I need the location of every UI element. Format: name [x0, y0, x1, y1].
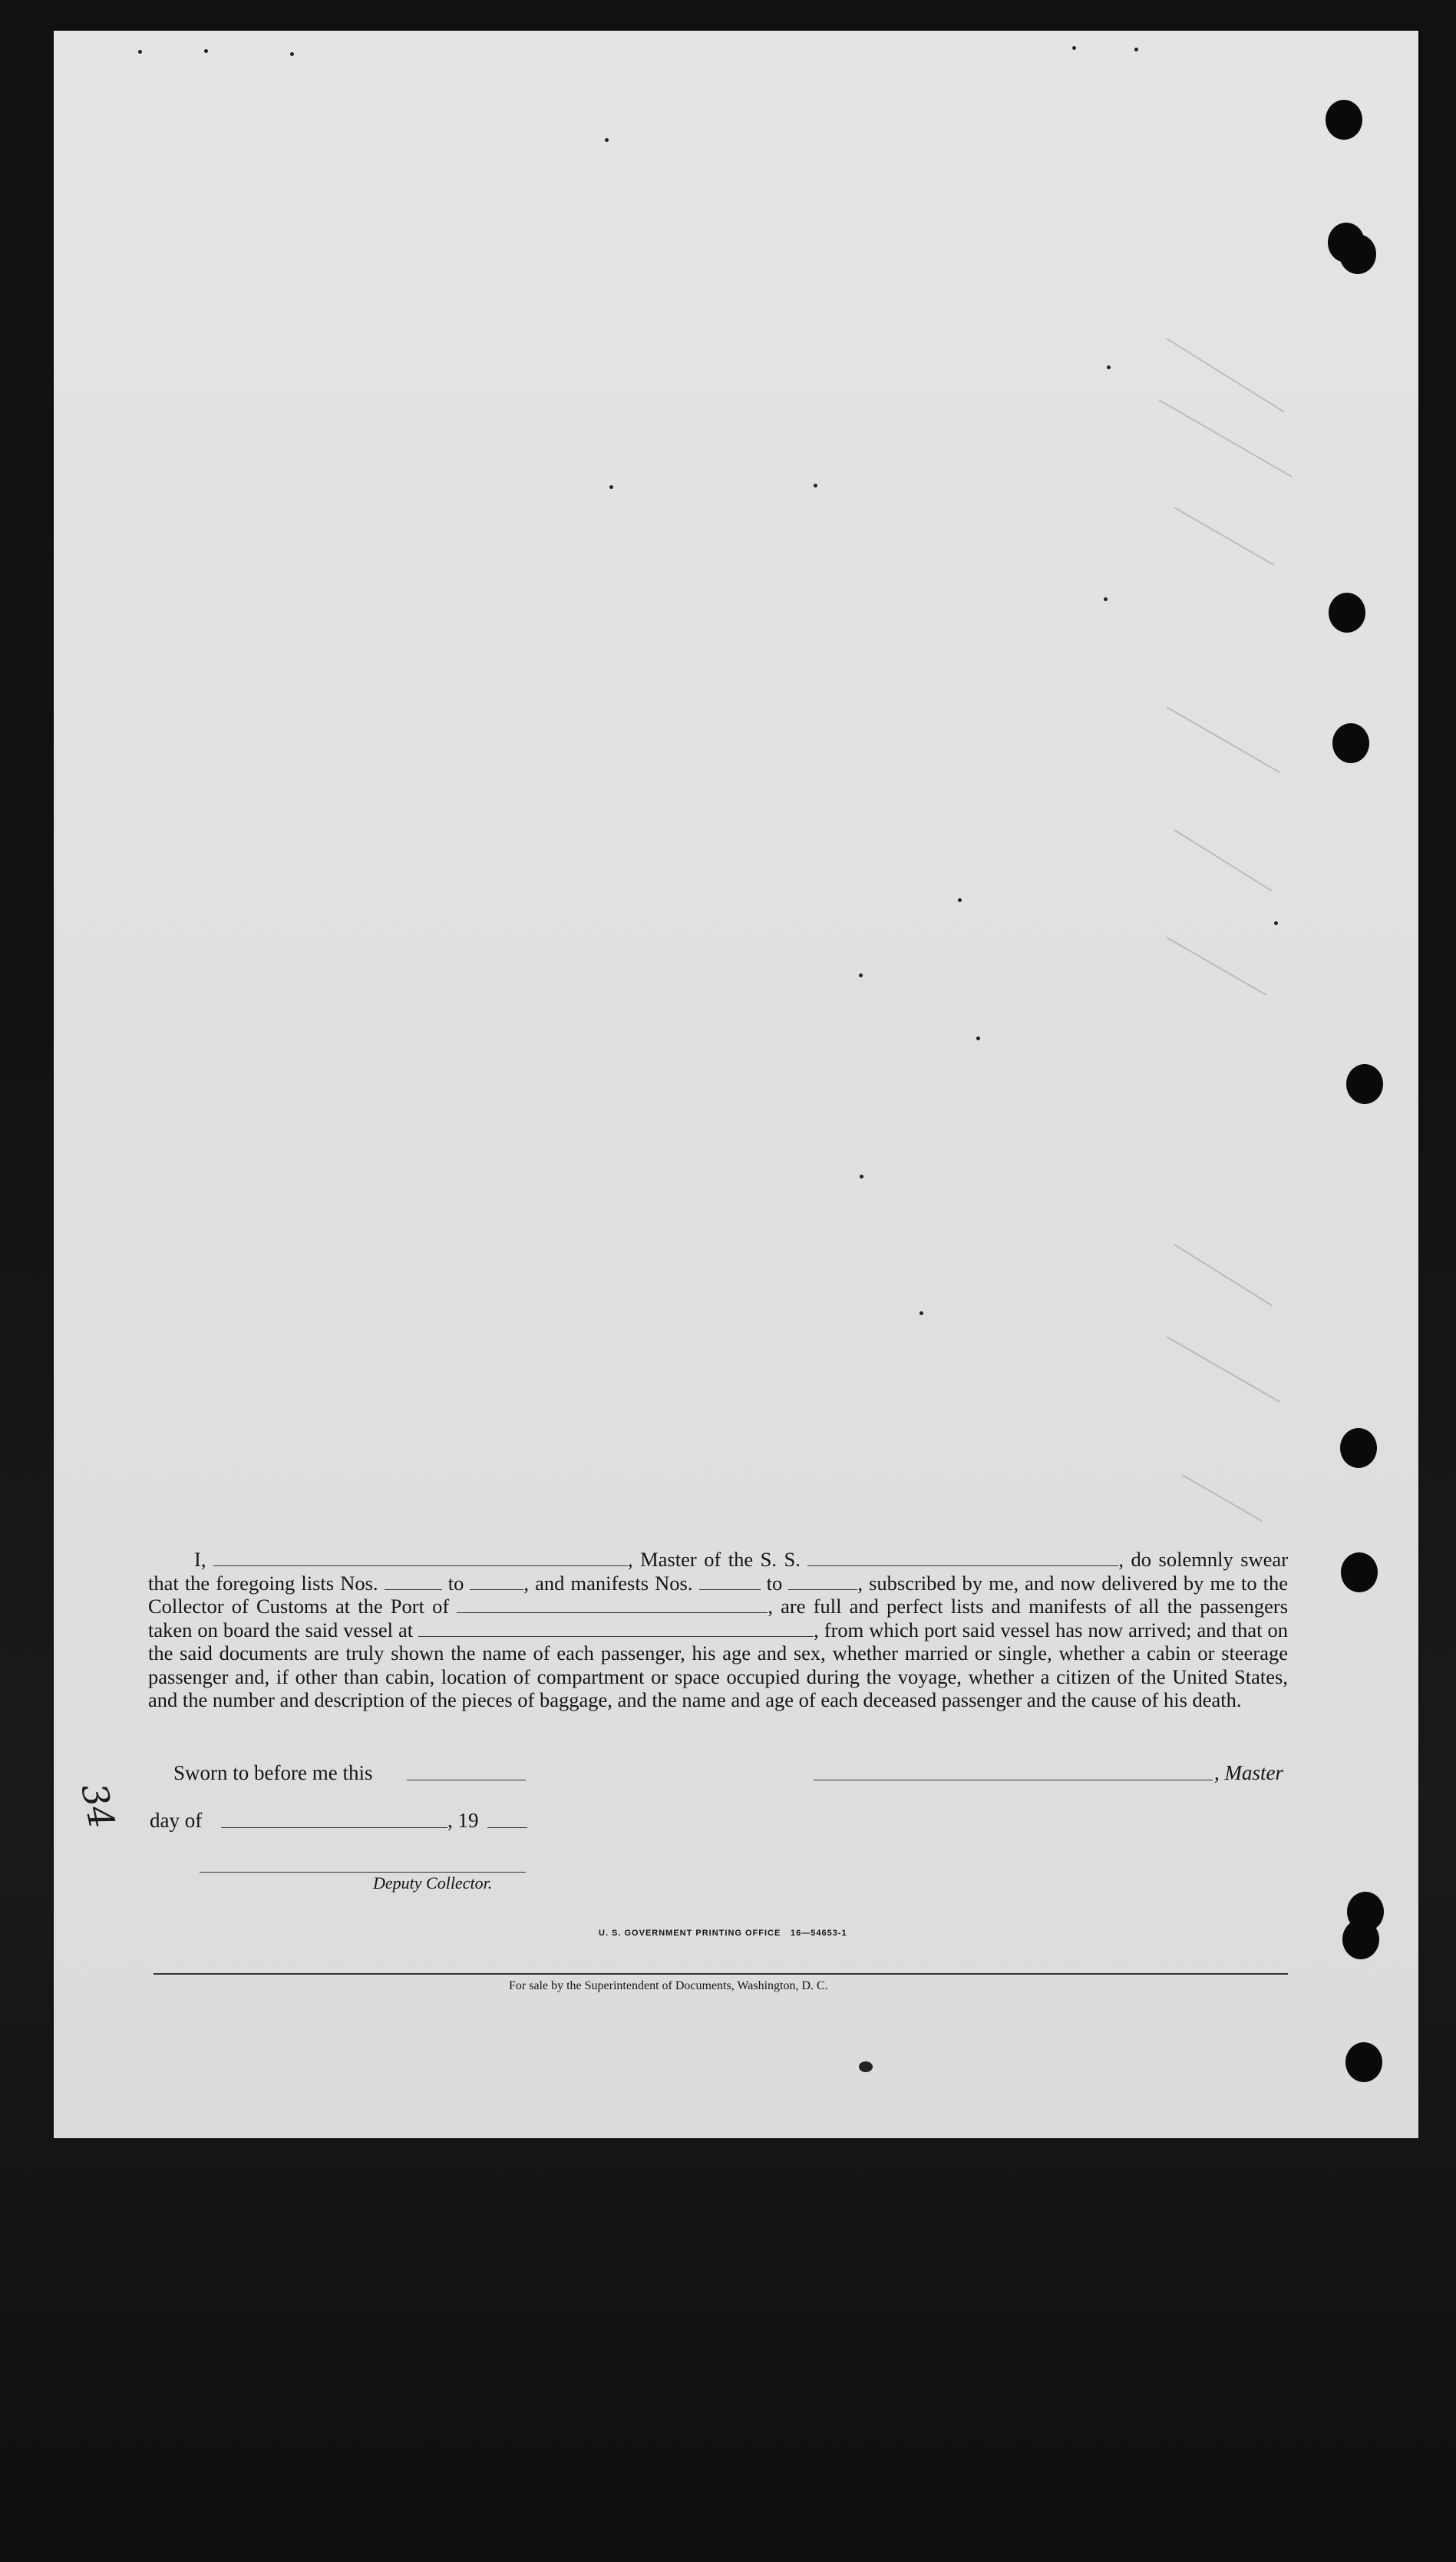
dust-speck: [919, 1311, 923, 1315]
dust-speck: [138, 50, 142, 54]
dust-speck: [204, 49, 208, 53]
dust-speck: [976, 1036, 980, 1040]
sworn-label: Sworn to before me this: [173, 1761, 373, 1784]
deputy-collector-label: Deputy Collector.: [373, 1873, 493, 1893]
handwritten-number: 34: [73, 1780, 124, 1833]
oath-full-perfect: , are full and perfect lists and: [768, 1595, 1021, 1618]
dust-speck: [958, 898, 962, 902]
day-of-label: day of: [150, 1809, 203, 1832]
list-from-blank[interactable]: [385, 1574, 442, 1590]
dust-speck: [609, 485, 613, 489]
oath-master-of-ss: , Master of the S. S.: [627, 1548, 801, 1571]
show-through-mark: [1182, 1474, 1263, 1522]
deputy-collector-line[interactable]: [200, 1872, 526, 1873]
show-through-mark: [1166, 338, 1284, 412]
dust-speck: [1072, 46, 1076, 50]
dust-speck: [1274, 921, 1278, 925]
punch-hole: [1342, 1919, 1379, 1959]
dust-speck: [1107, 365, 1111, 369]
punch-hole: [1345, 2042, 1382, 2082]
departure-port-blank[interactable]: [418, 1621, 814, 1637]
punch-hole: [1332, 723, 1369, 763]
punch-hole: [1329, 593, 1365, 633]
dust-speck: [859, 974, 863, 977]
manifest-from-blank[interactable]: [699, 1574, 761, 1590]
show-through-mark: [1174, 829, 1272, 891]
for-sale-note: For sale by the Superintendent of Documents, Washington, D. C.: [509, 1979, 828, 1992]
oath-paragraph: [148, 1548, 1288, 1712]
oath-line4: manifests of all the passengers taken on board the said vessel at: [148, 1595, 1289, 1641]
show-through-mark: [1159, 399, 1293, 478]
punch-hole: [1340, 1428, 1377, 1468]
dust-speck: [605, 138, 609, 142]
port-blank[interactable]: [457, 1597, 768, 1613]
printing-office-imprint: U. S. GOVERNMENT PRINTING OFFICE: [599, 1929, 781, 1938]
dust-speck: [859, 2061, 873, 2072]
oath-do-solemnly: , do solemnly: [1118, 1548, 1233, 1571]
show-through-mark: [1167, 937, 1267, 996]
show-through-mark: [1174, 1244, 1272, 1306]
punch-hole: [1346, 1064, 1383, 1104]
form-number: 16—54653-1: [791, 1929, 847, 1938]
oath-to-1: to: [447, 1571, 464, 1595]
list-to-blank[interactable]: [470, 1574, 523, 1590]
punch-hole: [1339, 234, 1376, 274]
ship-name-blank[interactable]: [807, 1550, 1118, 1566]
master-label: , Master: [1214, 1761, 1283, 1784]
oath-line2: swear that the foregoing lists Nos.: [148, 1548, 1289, 1595]
oath-subscribed: , subscribed by me, and now: [857, 1571, 1096, 1595]
master-name-blank[interactable]: [213, 1550, 628, 1566]
oath-to-2: to: [766, 1571, 783, 1595]
show-through-mark: [1167, 706, 1280, 773]
punch-hole: [1341, 1552, 1378, 1592]
dust-speck: [290, 52, 294, 56]
punch-hole: [1326, 100, 1362, 140]
show-through-mark: [1174, 507, 1275, 566]
footer-rule: [154, 1973, 1288, 1975]
document-page: [54, 31, 1418, 2138]
day-of-line[interactable]: [221, 1827, 447, 1828]
dust-speck: [814, 484, 817, 488]
dust-speck: [1104, 597, 1108, 601]
year-line[interactable]: [487, 1827, 527, 1828]
dust-speck: [860, 1175, 863, 1179]
oath-rest: port said vessel has now arrived; and that on the said documents are truly shown the name of each passenger, his age and sex, whether married or single, whether a cabin or steerage passenger and, if other than cabin, location of compartment or space occupied during the voyage, whether a citizen of the United States, and the number and description of the pieces of baggage, and the name and age of each deceased passenger and the cause of his death.: [148, 1618, 1289, 1711]
year-prefix: , 19: [447, 1809, 479, 1832]
manifest-to-blank[interactable]: [788, 1574, 857, 1590]
oath-i: I,: [194, 1548, 206, 1571]
oath-from-which: , from which: [814, 1618, 919, 1641]
oath-line3: delivered by me to the Collector of Customs at the Port of: [148, 1571, 1289, 1618]
show-through-mark: [1167, 1336, 1280, 1403]
oath-manifests-nos: , and manifests Nos.: [523, 1571, 693, 1595]
dust-speck: [1134, 48, 1138, 51]
